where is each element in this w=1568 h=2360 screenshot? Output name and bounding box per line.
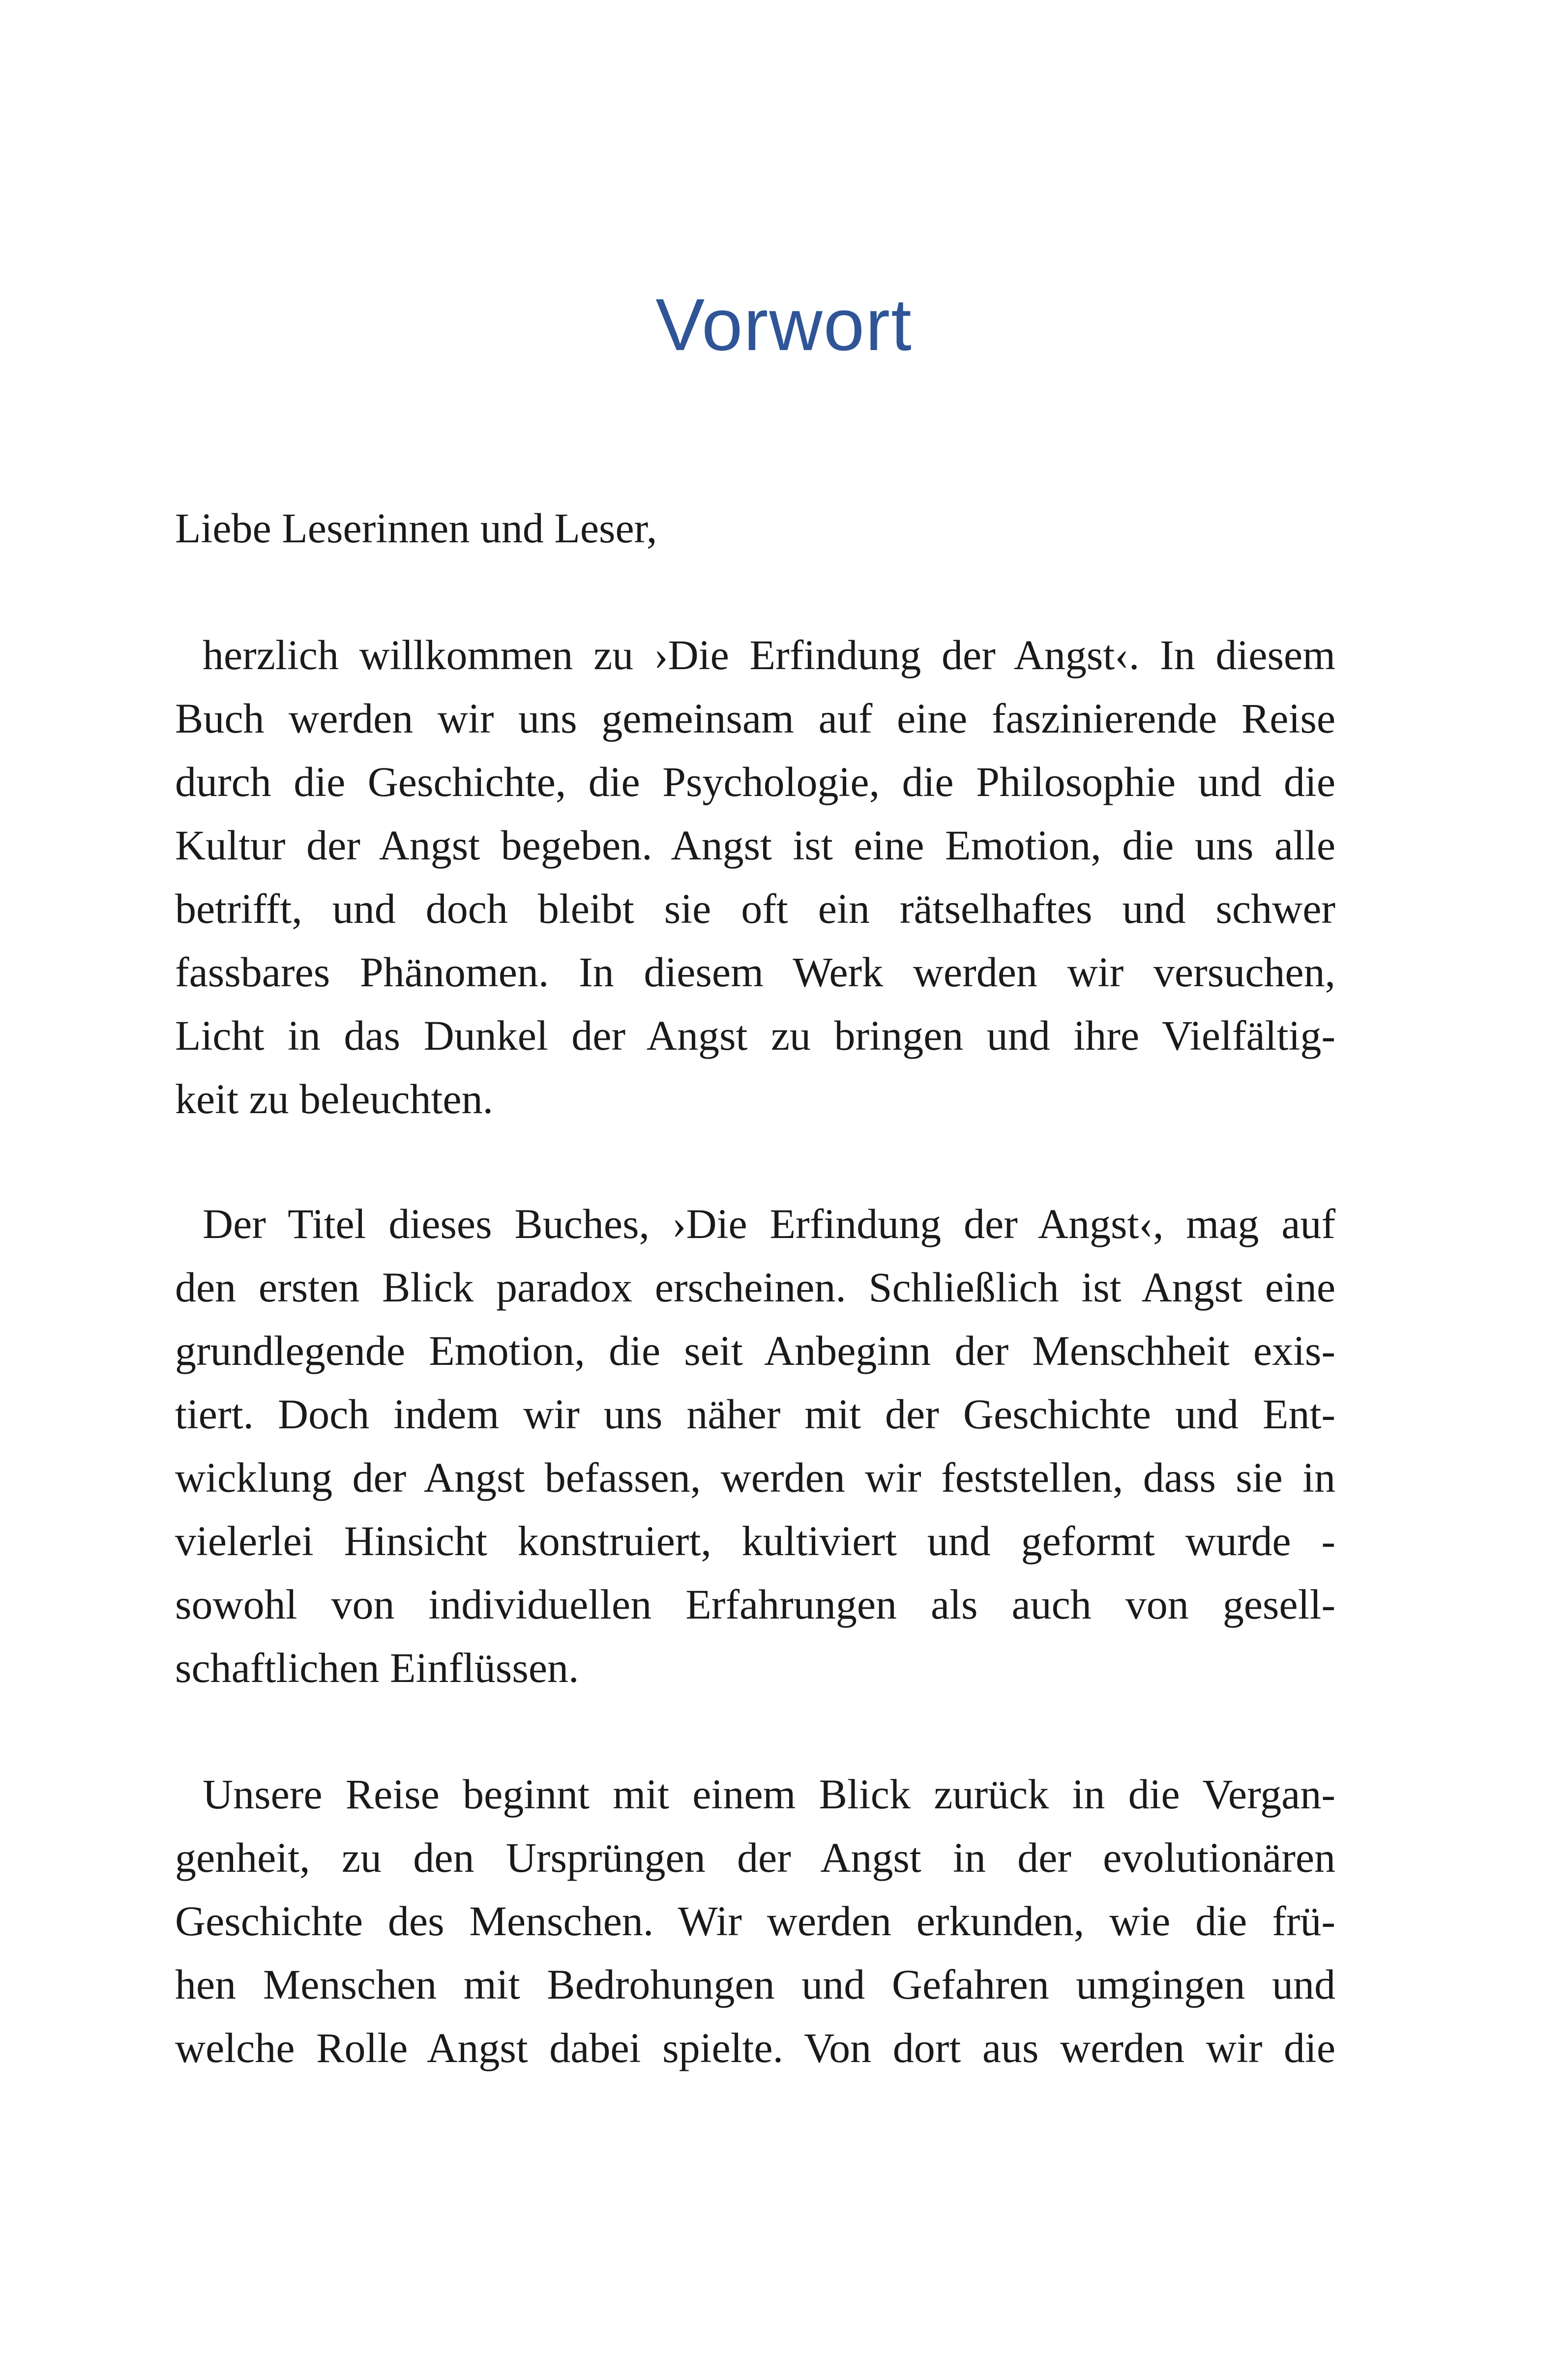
salutation: Liebe Leserinnen und Leser,: [175, 504, 657, 552]
text-line: tiert. Doch indem wir uns näher mit der Geschichte und Ent-: [175, 1390, 1335, 1438]
paragraph-1: [175, 623, 1335, 1131]
text-line: genheit, zu den Ursprüngen der Angst in der evolutionären: [175, 1834, 1335, 1881]
text-line: Buch werden wir uns gemeinsam auf eine faszinierende Reise: [175, 695, 1335, 742]
text-line: Geschichte des Menschen. Wir werden erkunden, wie die frü-: [175, 1897, 1335, 1945]
text-line: herzlich willkommen zu ›Die Erfindung der Angst‹. In diesem: [203, 631, 1335, 678]
text-line: hen Menschen mit Bedrohungen und Gefahren umgingen und: [175, 1961, 1335, 2008]
text-line: Der Titel dieses Buches, ›Die Erfindung der Angst‹, mag auf: [203, 1200, 1335, 1247]
text-line: Unsere Reise beginnt mit einem Blick zurück in die Vergan-: [203, 1770, 1335, 1818]
text-line: sowohl von individuellen Erfahrungen als auch von gesell-: [175, 1581, 1335, 1628]
text-line: welche Rolle Angst dabei spielte. Von dort aus werden wir die: [175, 2024, 1335, 2071]
text-line: Licht in das Dunkel der Angst zu bringen und ihre Vielfältig-: [175, 1012, 1335, 1059]
text-line: wicklung der Angst befassen, werden wir feststellen, dass sie in: [175, 1454, 1335, 1501]
text-line: schaftlichen Einflüssen.: [175, 1644, 579, 1691]
text-line: durch die Geschichte, die Psychologie, die Philosophie und die: [175, 758, 1335, 805]
text-line: betrifft, und doch bleibt sie oft ein rätselhaftes und schwer: [175, 885, 1335, 932]
paragraph-2: [175, 1192, 1335, 1700]
text-line: den ersten Blick paradox erscheinen. Schließlich ist Angst eine: [175, 1264, 1335, 1311]
text-line: grundlegende Emotion, die seit Anbeginn der Menschheit exis-: [175, 1327, 1335, 1374]
paragraph-3: [175, 1763, 1335, 2080]
text-line: vielerlei Hinsicht konstruiert, kultiviert und geformt wurde -: [175, 1517, 1335, 1564]
text-line: keit zu beleuchten.: [175, 1075, 494, 1122]
text-line: Kultur der Angst begeben. Angst ist eine Emotion, die uns alle: [175, 822, 1335, 869]
chapter-title: Vorwort: [655, 283, 913, 366]
text-line: fassbares Phänomen. In diesem Werk werden wir versuchen,: [175, 948, 1335, 996]
